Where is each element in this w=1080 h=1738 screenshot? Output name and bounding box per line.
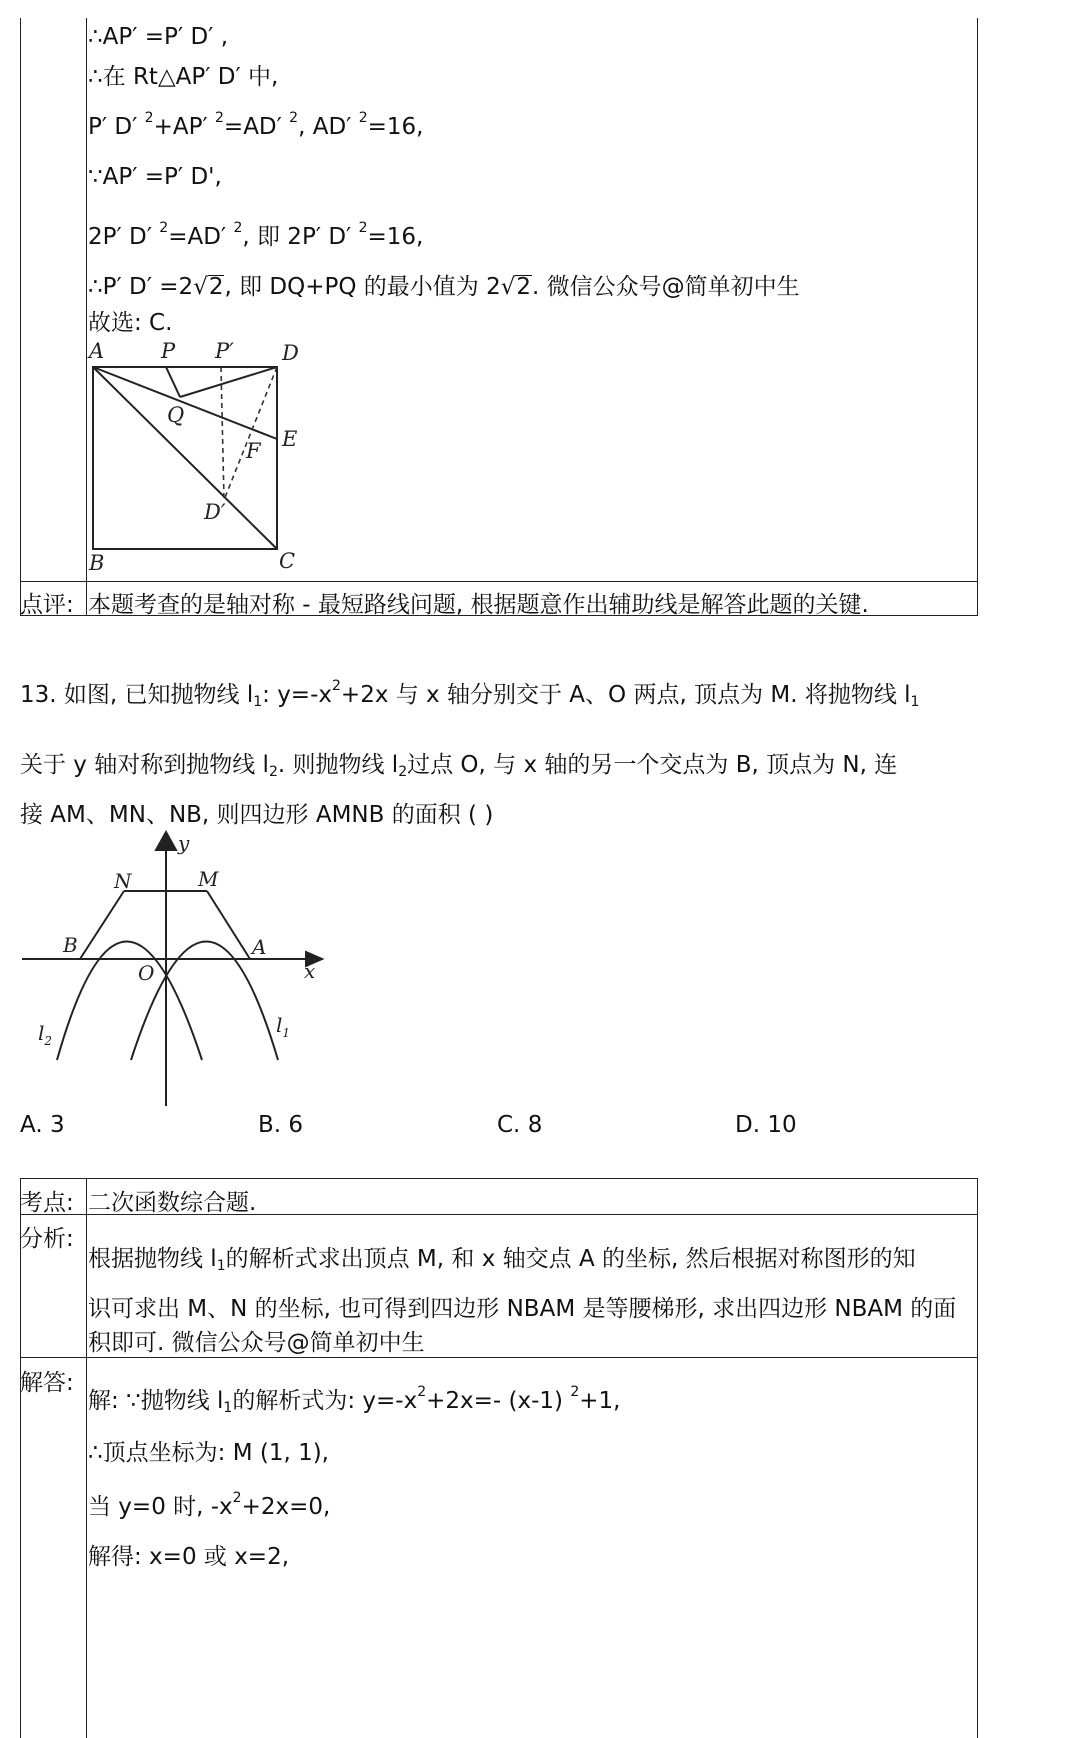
option-b[interactable]: B. 6: [258, 1112, 304, 1138]
label-l2: $l_2$: [38, 1021, 53, 1048]
jieda-line-2: ∴顶点坐标为: M (1, 1),: [88, 1440, 329, 1466]
dashed-p2-d2: [221, 367, 224, 500]
y-axis-arrow: [156, 832, 176, 850]
option-a[interactable]: A. 3: [20, 1112, 65, 1138]
fenxi-line-1: 根据抛物线 $l_1$的解析式求出顶点 M, 和 x 轴交点 A 的坐标, 然后根据对称图形的知: [88, 1246, 916, 1274]
label-f: F: [246, 439, 261, 463]
fenxi-line-2: 识可求出 M、N 的坐标, 也可得到四边形 NBAM 是等腰梯形, 求出四边形 NBAM 的面: [88, 1296, 957, 1322]
label-l1: $l_1$: [276, 1013, 291, 1040]
fenxi-line-3: 积即可. 微信公众号@简单初中生: [88, 1330, 425, 1356]
label-a: A: [252, 935, 267, 959]
question-line-3: 接 AM、MN、NB, 则四边形 AMNB 的面积 ( ): [20, 802, 494, 828]
label-d-prime: D′: [204, 500, 226, 524]
label-x: x: [304, 959, 316, 983]
label-c: C: [279, 549, 296, 573]
segment-nb: [80, 891, 124, 959]
segment-am: [207, 891, 250, 959]
label-y: y: [178, 831, 190, 855]
kaodian-label: 考点:: [20, 1190, 74, 1216]
label-d: D: [282, 341, 299, 365]
jieda-line-1: 解: ∵抛物线 $l_1$的解析式为: $y=-x^2+2x=-$ (x-1) $^2$+1,: [88, 1384, 621, 1416]
answer-choice-line: 故选: C.: [88, 310, 173, 336]
question-line-2: 关于 y 轴对称到抛物线 $l_2$. 则抛物线 $l_2$过点 O, 与 x 轴的另一个交点为 B, 顶点为 N, 连: [20, 752, 898, 780]
pythagorean-equation: P′ D′ $^2$+AP′ $^2$=AD′ $^2$, AD′ $^2$=16,: [88, 110, 424, 140]
option-d[interactable]: D. 10: [735, 1112, 797, 1138]
label-e: E: [282, 427, 298, 451]
label-n: N: [114, 869, 132, 893]
dashed-d-d2: [224, 367, 277, 500]
solution-line: ∵AP′ =P′ D',: [88, 164, 222, 190]
sqrt-symbol: √: [193, 274, 208, 300]
segment-qd: [180, 367, 277, 397]
square-geometry-figure: [84, 336, 314, 576]
jieda-line-4: 解得: x=0 或 x=2,: [88, 1544, 290, 1570]
line-ae: [93, 367, 277, 439]
review-label: 点评:: [20, 592, 74, 618]
label-b: B: [89, 551, 105, 575]
label-q: Q: [167, 403, 185, 427]
review-text: 本题考查的是轴对称 - 最短路线问题, 根据题意作出辅助线是解答此题的关键.: [88, 592, 869, 618]
fenxi-label: 分析:: [20, 1226, 74, 1252]
jieda-label: 解答:: [20, 1370, 74, 1396]
solution-line: ∴在 Rt△AP′ D′ 中,: [88, 64, 279, 90]
label-o: O: [138, 961, 155, 985]
sqrt-symbol: √: [500, 274, 516, 300]
double-equation: 2P′ D′ $^2$=AD′ $^2$, 即 2P′ D′ $^2$=16,: [88, 220, 424, 250]
jieda-line-3: 当 y=0 时, $-x^2+2x=0$,: [88, 1490, 331, 1520]
label-p: P: [161, 339, 176, 363]
solution-line: ∴AP′ =P′ D′ ,: [88, 24, 228, 50]
label-b: B: [63, 933, 78, 957]
label-a: A: [89, 339, 105, 363]
option-c[interactable]: C. 8: [497, 1112, 543, 1138]
segment-pq: [166, 367, 180, 397]
question-line-1: 13. 如图, 已知抛物线 $l_1$: $y=-x^2+2x$ 与 x 轴分别交于 A、O 两点, 顶点为 M. 将抛物线 $l_1$: [20, 678, 920, 710]
label-m: M: [198, 867, 219, 891]
parabola-graph: [18, 828, 338, 1108]
kaodian-text: 二次函数综合题.: [88, 1190, 257, 1216]
label-p-prime: P′: [215, 339, 234, 363]
result-equation: ∴P′ D′ =2√2, 即 DQ+PQ 的最小值为 2√2. 微信公众号@简单初中生: [88, 274, 800, 300]
